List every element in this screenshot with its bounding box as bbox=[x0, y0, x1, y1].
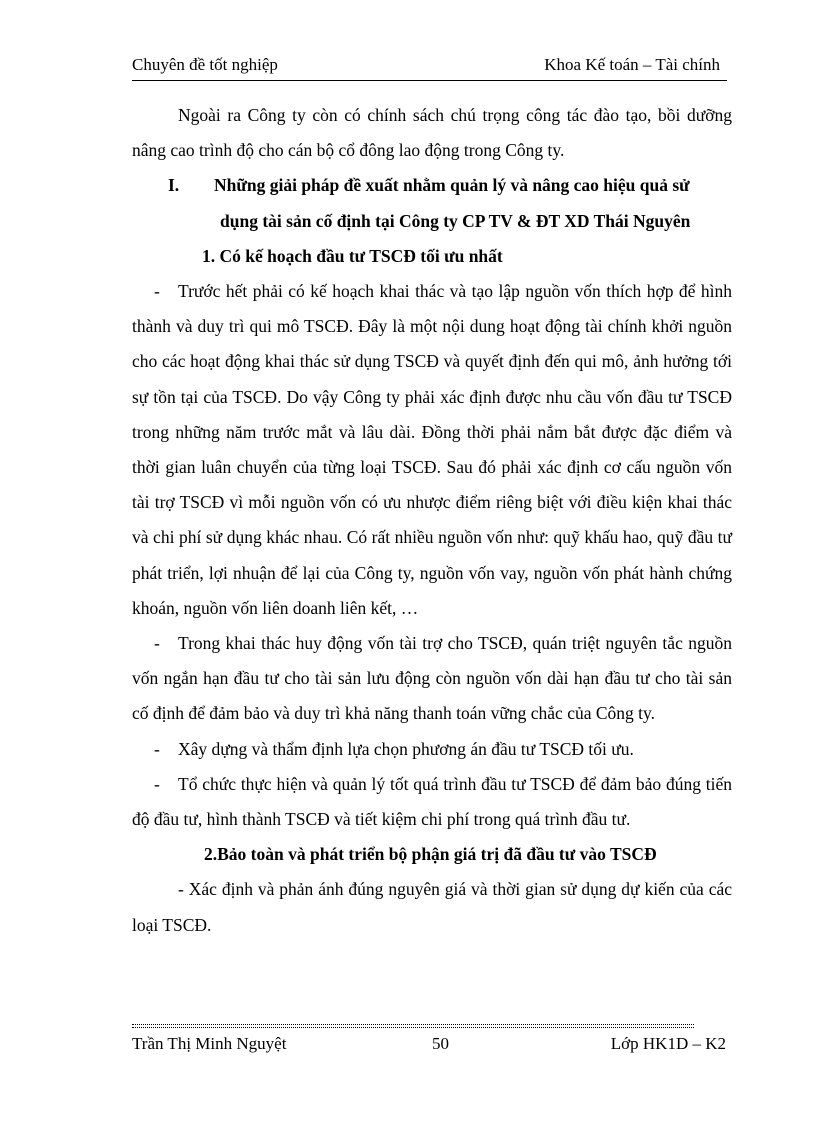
paragraph-5: - Xác định và phản ánh đúng nguyên giá và thời gian sử dụng dự kiến của các loại TSCĐ. bbox=[132, 879, 732, 935]
footer-class: Lớp HK1D – K2 bbox=[610, 1034, 726, 1053]
bullet-text-4: Tổ chức thực hiện và quản lý tốt quá trình đầu tư TSCĐ để đảm bảo đúng tiến độ đầu tư, hình thành TSCĐ và tiết kiệm chi phí trong quá trình đầu tư. bbox=[132, 773, 732, 830]
bullet-text-1: Trước hết phải có kế hoạch khai thác và tạo lập nguồn vốn thích hợp để hình thành và duy trì qui mô TSCĐ. Đây là một nội dung hoạt động tài chính khởi nguồn cho các hoạt động khai thác sử dụng TSCĐ và quyết định đến qui mô, ảnh hưởng tới sự tồn tại của TSCĐ. Do vậy Công ty phải xác định được nhu cầu vốn đầu tư TSCĐ trong những năm trước mắt và lâu dài. Đồng thời phải nắm bắt được đặc điểm và thời gian luân chuyển của từng loại TSCĐ. Sau đó phải xác định cơ cấu nguồn vốn tài trợ TSCĐ vì mỗi nguồn vốn có ưu nhược điểm riêng biệt với điều kiện khai thác và chi phí sử dụng khác nhau. Có rất nhiều nguồn vốn như: quỹ khấu hao, quỹ đầu tư phát triển, lợi nhuận để lại của Công ty, nguồn vốn vay, nguồn vốn phát hành chứng khoán, nguồn vốn liên doanh liên kết, … bbox=[132, 281, 732, 618]
bullet-paragraph-1 bbox=[132, 274, 732, 626]
intro-paragraph: Ngoài ra Công ty còn có chính sách chú trọng công tác đào tạo, bồi dưỡng nâng cao trình độ cho cán bộ cổ đông lao động trong Công ty. bbox=[132, 105, 732, 161]
page-footer bbox=[132, 1031, 726, 1057]
bullet-paragraph-4 bbox=[132, 767, 732, 837]
page-header bbox=[132, 52, 720, 78]
footer-rule bbox=[132, 1024, 694, 1025]
bullet-text-3: Xây dựng và thẩm định lựa chọn phương án đầu tư TSCĐ tối ưu. bbox=[178, 738, 634, 759]
section-number: I. bbox=[168, 175, 180, 196]
bullet-dash: - bbox=[154, 281, 160, 302]
bullet-paragraph-2 bbox=[132, 626, 732, 732]
bullet-dash: - bbox=[154, 633, 160, 654]
subsection-1-title: 1. Có kế hoạch đầu tư TSCĐ tối ưu nhất bbox=[202, 245, 503, 266]
section-heading bbox=[132, 168, 732, 203]
footer-author: Trần Thị Minh Nguyệt bbox=[132, 1034, 287, 1053]
bullet-text-2: Trong khai thác huy động vốn tài trợ cho TSCĐ, quán triệt nguyên tắc nguồn vốn ngắn hạn đầu tư cho tài sản lưu động còn nguồn vốn dài hạn đầu tư cho tài sản cố định để đảm bảo và duy trì khả năng thanh toán vững chắc của Công ty. bbox=[132, 633, 732, 724]
bullet-dash: - bbox=[154, 773, 160, 794]
subsection-2-title: 2.Bảo toàn và phát triển bộ phận giá trị đã đầu tư vào TSCĐ bbox=[204, 844, 657, 865]
header-left: Chuyên đề tốt nghiệp bbox=[132, 55, 278, 74]
section-title-line-2: dụng tài sản cố định tại Công ty CP TV & ĐT XD Thái Nguyên bbox=[220, 210, 691, 231]
footer-rule-secondary bbox=[132, 1027, 694, 1028]
section-title-line-1: Những giải pháp đề xuất nhằm quản lý và nâng cao hiệu quả sử bbox=[214, 175, 690, 196]
bullet-dash: - bbox=[154, 738, 160, 759]
header-right: Khoa Kế toán – Tài chính bbox=[544, 55, 720, 74]
page-number: 50 bbox=[432, 1034, 449, 1053]
page-body bbox=[132, 98, 732, 943]
bullet-paragraph-3 bbox=[132, 732, 732, 767]
header-rule bbox=[132, 80, 727, 81]
